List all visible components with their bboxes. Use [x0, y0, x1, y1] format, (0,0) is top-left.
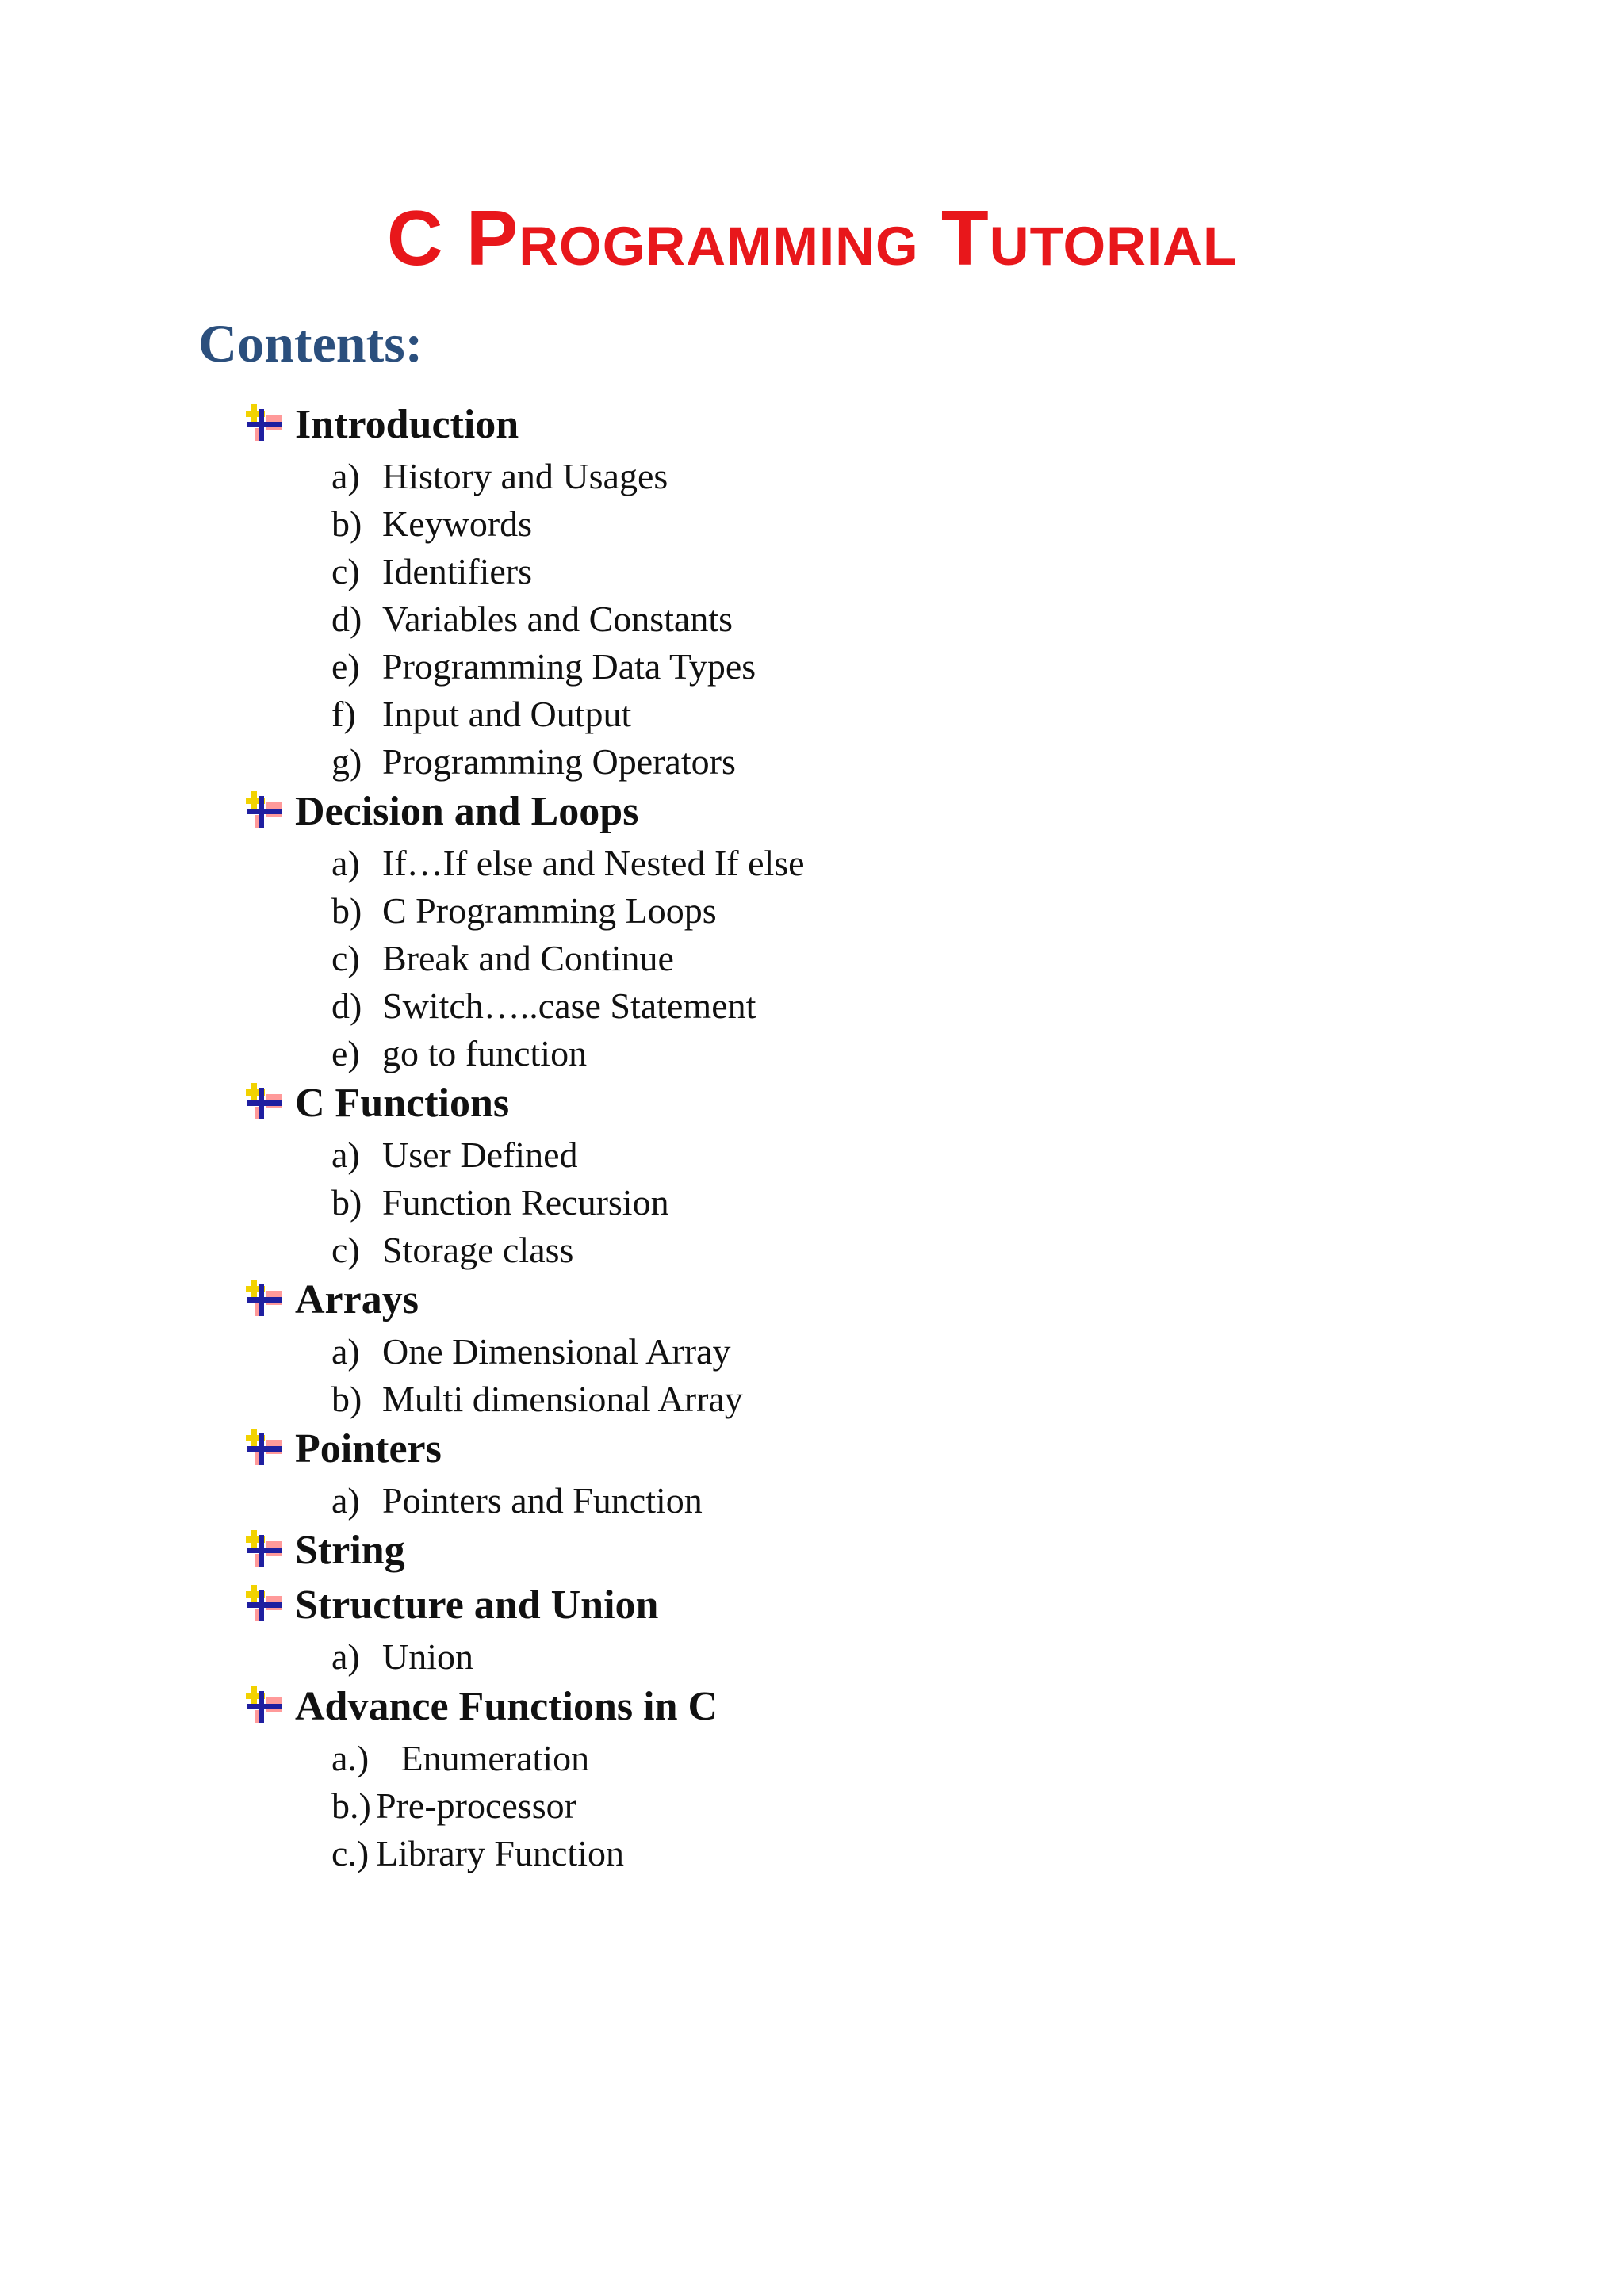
item-text: Programming Operators	[382, 741, 736, 782]
item-marker: c.)	[331, 1833, 370, 1873]
item-text: Enumeration	[392, 1738, 590, 1778]
section-label: Advance Functions in C	[295, 1684, 718, 1729]
toc-item	[331, 1735, 589, 1782]
section-label: Pointers	[295, 1426, 442, 1471]
toc-item	[331, 982, 756, 1030]
item-marker: b.)	[331, 1785, 371, 1826]
item-marker: b)	[331, 1182, 362, 1223]
item-marker: d)	[331, 985, 362, 1026]
item-text: Variables and Constants	[382, 599, 733, 639]
cross-bullet-icon	[246, 1083, 284, 1121]
toc-item	[331, 738, 736, 786]
cross-bullet-icon	[246, 1429, 284, 1467]
item-text: Programming Data Types	[382, 646, 756, 687]
item-text: History and Usages	[382, 456, 668, 496]
item-text: Identifiers	[382, 551, 533, 591]
item-text: If…If else and Nested If else	[382, 843, 805, 883]
toc-item	[331, 500, 532, 548]
cross-bullet-icon	[246, 1585, 284, 1623]
item-text: One Dimensional Array	[382, 1331, 731, 1372]
item-marker: c)	[331, 1230, 360, 1270]
item-text: User Defined	[382, 1135, 578, 1175]
item-marker: b)	[331, 1379, 362, 1419]
cross-bullet-icon	[246, 1686, 284, 1724]
item-text: Keywords	[382, 503, 533, 544]
item-text: Input and Output	[382, 694, 632, 734]
item-text: Switch…..case Statement	[382, 985, 756, 1026]
toc-item	[331, 1477, 703, 1525]
toc-item	[331, 548, 532, 595]
toc-item	[331, 1131, 578, 1179]
item-marker: b)	[331, 890, 362, 931]
section-label: C Functions	[295, 1081, 510, 1126]
item-marker: d)	[331, 599, 362, 639]
section-label: Decision and Loops	[295, 789, 639, 834]
item-text: go to function	[382, 1033, 588, 1073]
toc-item	[331, 1830, 624, 1877]
cross-bullet-icon	[246, 791, 284, 829]
cross-bullet-icon	[246, 1280, 284, 1318]
item-text: C Programming Loops	[382, 890, 717, 931]
item-marker: c)	[331, 551, 360, 591]
item-marker: e)	[331, 646, 360, 687]
section-label: Introduction	[295, 402, 519, 447]
toc-item	[331, 1376, 743, 1423]
item-marker: c)	[331, 938, 360, 978]
cross-bullet-icon	[246, 404, 284, 442]
item-marker: a)	[331, 1480, 360, 1521]
item-text: Storage class	[382, 1230, 574, 1270]
item-text: Break and Continue	[382, 938, 674, 978]
item-marker: f)	[331, 694, 356, 734]
toc-item	[331, 1226, 573, 1274]
toc-item	[331, 1782, 576, 1830]
item-marker: b)	[331, 503, 362, 544]
toc-item	[331, 1328, 730, 1376]
toc-item	[331, 840, 805, 887]
toc-item	[331, 1633, 473, 1681]
toc-item	[331, 595, 733, 643]
item-text: Function Recursion	[382, 1182, 669, 1223]
item-marker: a)	[331, 1636, 360, 1677]
section-label: String	[295, 1528, 405, 1573]
item-text: Pre-processor	[376, 1785, 576, 1826]
item-text: Multi dimensional Array	[382, 1379, 743, 1419]
toc-item	[331, 935, 674, 982]
toc-item	[331, 453, 668, 500]
section-label: Structure and Union	[295, 1582, 659, 1628]
item-marker: a.)	[331, 1738, 370, 1778]
item-marker: a)	[331, 843, 360, 883]
item-marker: a)	[331, 1135, 360, 1175]
item-text: Union	[382, 1636, 473, 1677]
item-marker: g)	[331, 741, 362, 782]
item-text: Pointers and Function	[382, 1480, 703, 1521]
item-marker: a)	[331, 456, 360, 496]
item-marker: a)	[331, 1331, 360, 1372]
item-text: Library Function	[376, 1833, 624, 1873]
toc-item	[331, 643, 756, 691]
toc-item	[331, 1179, 669, 1226]
toc-item	[331, 691, 631, 738]
cross-bullet-icon	[246, 1530, 284, 1568]
item-marker: e)	[331, 1033, 360, 1073]
toc-item	[331, 1030, 587, 1077]
toc-item	[331, 887, 717, 935]
contents-heading: Contents:	[198, 313, 423, 373]
document-title: C Programming Tutorial	[386, 194, 1238, 281]
section-label: Arrays	[295, 1277, 419, 1322]
